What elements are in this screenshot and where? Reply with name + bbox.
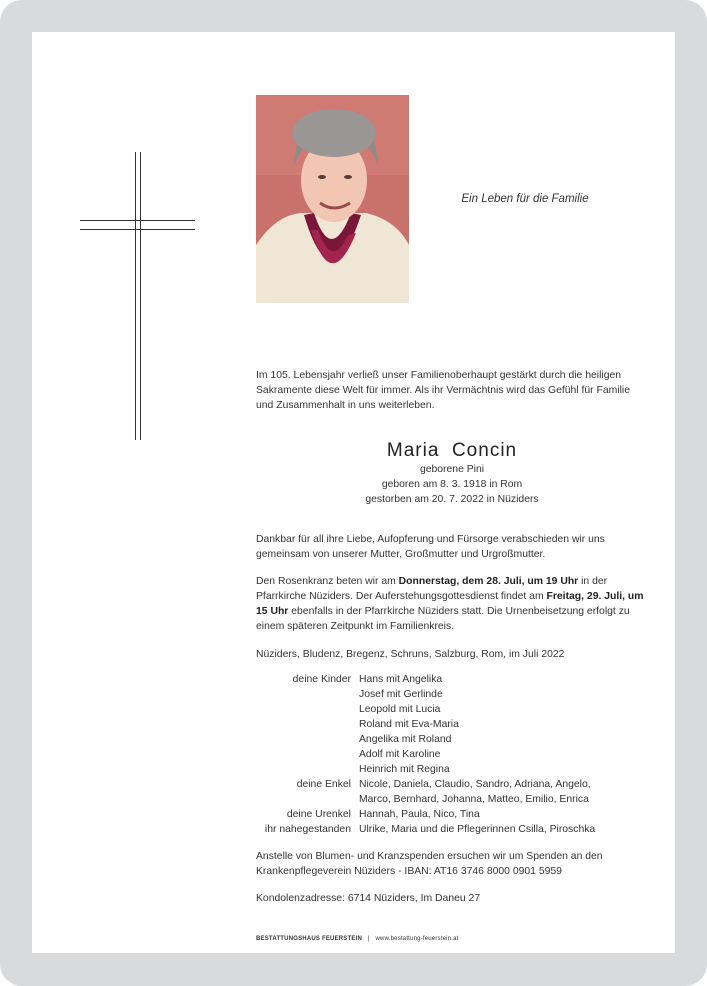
birth-info: geboren am 8. 3. 1918 in Rom [381,479,523,490]
footer [256,936,458,942]
grandchildren-group [256,777,648,807]
funeral-home-name: BESTATTUNGSHAUS FEUERSTEIN [256,936,362,942]
motto: Ein Leben für die Familie [461,193,589,205]
deceased-name: Maria Concin [386,440,518,461]
rosary-date: Donnerstag, dem 28. Juli, um 19 Uhr [398,576,579,587]
list-item: Josef mit Gerlinde [359,689,443,700]
ceremony-text: Den Rosenkranz beten wir am Donnerstag, dem 28. Juli, um 19 Uhr in der Pfarrkirche Nüziders. Der Auferstehungsgottesdienst findet am Freitag, 29. Juli, um 15 Uhr ebenfalls in der Pfarrkirche Nüziders statt. Die Urnenbeisetzung erfolgt zu einem späteren Zeitpunkt im Familienkreis. [256,576,644,632]
close-persons-group [256,822,648,837]
list-item: Leopold mit Lucia [359,704,441,715]
intro-text: Im 105. Lebensjahr verließ unser Familienoberhaupt gestärkt durch die heiligen Sakramente diese Welt für immer. Als ihr Vermächtnis wird das Gefühl für Familie und Zusammenhalt in uns weiterleben. [256,370,631,411]
close-persons-label: ihr nahegestanden [264,824,351,835]
children-label: deine Kinder [292,674,351,685]
list-item: Heinrich mit Regina [359,764,450,775]
condolence-address: Kondolenzadresse: 6714 Nüziders, Im Daneu 27 [256,893,481,904]
list-item: Angelika mit Roland [359,734,452,745]
list-item: Hannah, Paula, Nico, Tina [359,809,480,820]
great-grandchildren-label: deine Urenkel [286,809,351,820]
footer-separator: | [367,936,370,942]
list-item: Roland mit Eva-Maria [359,719,459,730]
list-item: Hans mit Angelika [359,674,443,685]
list-item: Adolf mit Karoline [359,749,441,760]
list-item: Ulrike, Maria und die Pflegerinnen Csilla, Piroschka [359,824,596,835]
list-item: Nicole, Daniela, Claudio, Sandro, Adriana, Angelo, [359,779,591,790]
life-dates [256,462,648,507]
relatives-list [256,672,648,837]
places-line: Nüziders, Bludenz, Bregenz, Schruns, Salzburg, Rom, im Juli 2022 [256,649,565,660]
death-info: gestorben am 20. 7. 2022 in Nüziders [365,494,539,505]
service-date: Freitag, 29. Juli, um 15 Uhr [256,591,644,617]
grandchildren-label: deine Enkel [296,779,351,790]
children-group [256,672,648,777]
great-grandchildren-group [256,807,648,822]
funeral-home-url[interactable]: www.bestattung-feuerstein.at [375,936,459,942]
maiden-name: geborene Pini [419,464,485,475]
thanks-text: Dankbar für all ihre Liebe, Aufopferung und Fürsorge verabschieden wir uns gemeinsam von unserer Mutter, Großmutter und Urgroßmutter. [256,534,605,560]
donation-text: Anstelle von Blumen- und Kranzspenden ersuchen wir um Spenden an den Krankenpflegeverein Nüziders - IBAN: AT16 3746 8000 0901 5959 [256,851,603,877]
portrait-photo [256,95,409,303]
list-item: Marco, Bernhard, Johanna, Matteo, Emilio, Enrica [359,794,589,805]
